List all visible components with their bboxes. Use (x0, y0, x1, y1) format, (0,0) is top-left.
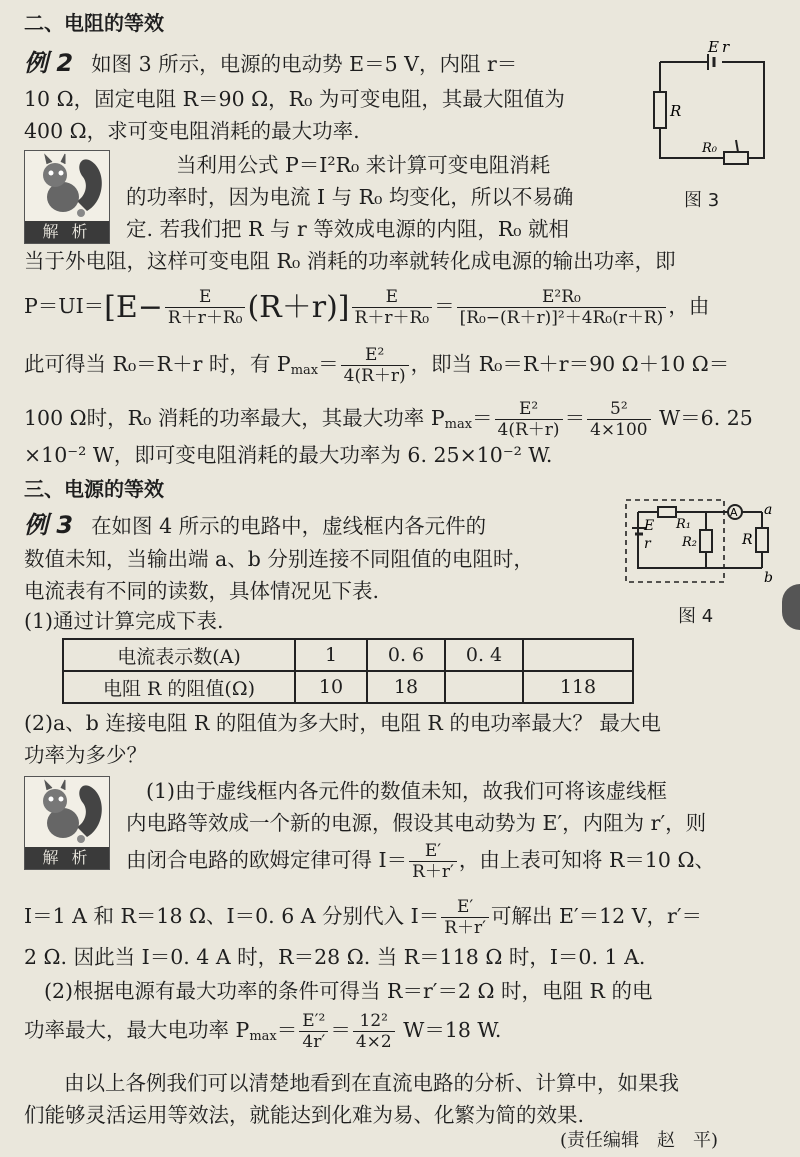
example-3-text-1: 在如图 4 所示的电路中，虚线框内各元件的 (91, 514, 487, 538)
l6-d: W＝6. 25 (659, 406, 753, 430)
fig4-label-r1: R₁ (676, 517, 691, 532)
s3-l4-fraction (441, 897, 489, 938)
example-3-question-2b: 功率为多少？ (24, 743, 147, 767)
l5-f-den: 4(R＋r) (343, 366, 406, 386)
table-cell: 118 (523, 671, 633, 703)
s3-l4-f-den: R＋r′ (444, 918, 486, 938)
solution-2-line-2: 的功率时，因为电流 I 与 R₀ 均变化，所以不易确 (126, 185, 574, 209)
table-cell: 18 (367, 671, 445, 703)
eq1-bracket-left: [E− (104, 290, 163, 325)
s3-l4-a: I＝1 A 和 R＝18 Ω、I＝0. 6 A 分别代入 I＝ (24, 904, 440, 928)
fig3-label-big-r: R (670, 102, 682, 120)
example-3-label: 例 3 (24, 511, 74, 539)
analysis-badge-2 (24, 776, 110, 870)
l6-sub: max (444, 417, 473, 432)
l6-b: ＝ (472, 406, 493, 430)
l5-b: ＝ (318, 352, 339, 376)
solution-3-line-6: (2)根据电源有最大功率的条件可得当 R＝r′＝2 Ω 时，电阻 R 的电 (44, 979, 653, 1003)
example-2-label: 例 2 (24, 49, 74, 77)
table-header-resistance: 电阻 R 的阻值(Ω) (63, 671, 295, 703)
s3-l4-f-num: E′ (441, 897, 489, 918)
table-cell (523, 639, 633, 671)
fig4-label-b: b (764, 570, 773, 586)
s3-l7-c: ＝ (330, 1018, 351, 1042)
s3-l7-b: ＝ (276, 1018, 298, 1042)
analysis-badge-1 (24, 150, 110, 244)
eq1-equals: ＝ (434, 294, 455, 318)
s3-l7-f2-num: 12² (353, 1011, 395, 1032)
l6-f1-den: 4(R＋r) (497, 420, 560, 440)
solution-3-line-7 (24, 1008, 501, 1059)
solution-3-line-4 (24, 894, 702, 938)
s3-l3-a: 由闭合电路的欧姆定律可得 I＝ (126, 848, 408, 872)
solution-2-line-1: 当利用公式 P＝I²R₀ 来计算可变电阻消耗 (176, 153, 551, 177)
s3-l7-f1-den: 4r′ (302, 1032, 326, 1052)
page-edge-tab (782, 584, 800, 630)
eq1-fraction-2 (352, 287, 433, 328)
solution-2-equation-1 (24, 284, 709, 330)
s3-l3-fraction (409, 841, 457, 882)
example-2-line-3: 400 Ω，求可变电阻消耗的最大功率. (24, 119, 360, 143)
table-header-current: 电流表示数(A) (63, 639, 295, 671)
s3-l7-a: 功率最大，最大电功率 P (24, 1018, 250, 1042)
eq1-f1-den: R＋r＋R₀ (167, 308, 243, 328)
s3-l4-b: 可解出 E′＝12 V，r′＝ (491, 904, 702, 928)
l6-c: ＝ (564, 406, 586, 430)
s3-l3-f-den: R＋r′ (412, 862, 454, 882)
squirrel-icon (25, 777, 109, 847)
example-2-line-2: 10 Ω，固定电阻 R＝90 Ω，R₀ 为可变电阻，其最大阻值为 (24, 87, 565, 111)
example-3-line-1 (24, 510, 486, 541)
l6-f2-num: 5² (587, 399, 651, 420)
l5-a: 此可得当 R₀＝R＋r 时，有 P (24, 352, 291, 376)
solution-2-line-7: ×10⁻² W，即可变电阻消耗的最大功率为 6. 25×10⁻² W. (24, 443, 553, 467)
solution-3-line-5: 2 Ω. 因此当 I＝0. 4 A 时，R＝28 Ω. 当 R＝118 Ω 时，I＝0. 1 A. (24, 945, 646, 969)
solution-2-line-5 (24, 342, 729, 393)
l5-f-num: E² (341, 345, 409, 366)
section-2-heading: 二、电阻的等效 (24, 11, 164, 35)
eq1-f3-den: [R₀−(R＋r)]²＋4R₀(r＋R) (459, 308, 664, 328)
solution-3-line-1: (1)由于虚线框内各元件的数值未知，故我们可将该虚线框 (146, 779, 668, 803)
example-3-line-2: 数值未知，当输出端 a、b 分别连接不同阻值的电阻时， (24, 547, 534, 571)
table-row (63, 671, 633, 703)
eq1-tail: ，由 (668, 294, 710, 318)
l6-a: 100 Ω时，R₀ 消耗的功率最大，其最大功率 P (24, 406, 445, 430)
eq1-mid: (R＋r)] (247, 290, 350, 325)
s3-l3-b: ，由上表可知将 R＝10 Ω、 (458, 848, 715, 872)
example-2-text-1: 如图 3 所示，电源的电动势 E＝5 V，内阻 r＝ (91, 52, 518, 76)
fig4-label-big-r: R (742, 532, 753, 548)
conclusion-line-1: 由以上各例我们可以清楚地看到在直流电路的分析、计算中，如果我 (64, 1071, 679, 1095)
table-cell: 0. 6 (367, 639, 445, 671)
example-3-question-2a: (2)a、b 连接电阻 R 的阻值为多大时，电阻 R 的电功率最大？ 最大电 (24, 711, 661, 735)
solution-2-line-3: 定. 若我们把 R 与 r 等效成电源的内阻，R₀ 就相 (126, 217, 570, 241)
editor-credit: (责任编辑 赵 平) (560, 1130, 719, 1151)
example-3-line-3: 电流表有不同的读数，具体情况见下表. (24, 579, 380, 603)
section-3-heading: 三、电源的等效 (24, 477, 164, 501)
fig4-label-r2: R₂ (682, 535, 697, 550)
fig3-label-e: E (708, 40, 719, 56)
solution-2-line-4: 当于外电阻，这样可变电阻 R₀ 消耗的功率就转化成电源的输出功率，即 (24, 249, 676, 273)
fig3-label-r0: R₀ (702, 141, 717, 156)
s3-l7-d: W＝18 W. (403, 1018, 502, 1042)
l6-f2-den: 4×100 (590, 420, 648, 440)
analysis-badge-2-label: 解 析 (25, 847, 109, 869)
eq1-f2-den: R＋r＋R₀ (354, 308, 430, 328)
table-cell: 0. 4 (445, 639, 523, 671)
table-cell: 1 (295, 639, 367, 671)
example-2-line-1 (24, 48, 517, 79)
table-cell: 10 (295, 671, 367, 703)
figure-4-caption: 图 4 (678, 606, 714, 627)
fig4-label-r: r (644, 536, 651, 552)
table-row (63, 639, 633, 671)
figure-3-circuit (652, 40, 774, 170)
eq1-lhs: P＝UI＝ (24, 294, 105, 318)
figure-4-circuit (624, 498, 774, 594)
l5-c: ，即当 R₀＝R＋r＝90 Ω＋10 Ω＝ (410, 352, 730, 376)
fig4-label-a: a (764, 502, 773, 518)
l6-fraction-2 (587, 399, 651, 440)
s3-l7-fraction-2 (353, 1011, 395, 1052)
example-3-question-1: (1)通过计算完成下表. (24, 609, 224, 633)
fig4-label-ammeter: A (730, 506, 738, 519)
solution-3-line-2: 内电路等效成一个新的电源，假设其电动势为 E′，内阻为 r′，则 (126, 811, 707, 835)
eq1-f3-num: E²R₀ (457, 287, 667, 308)
figure-3-caption: 图 3 (684, 190, 720, 211)
conclusion-line-2: 们能够灵活运用等效法，就能达到化难为易、化繁为简的效果. (24, 1103, 585, 1127)
l6-f1-num: E² (495, 399, 563, 420)
l5-sub: max (290, 363, 319, 378)
eq1-f2-num: E (352, 287, 433, 308)
s3-l7-f2-den: 4×2 (355, 1032, 392, 1052)
table-cell (445, 671, 523, 703)
eq1-fraction-3 (457, 287, 667, 328)
l6-fraction-1 (495, 399, 563, 440)
data-table (62, 638, 634, 704)
eq1-f1-num: E (165, 287, 246, 308)
s3-l7-fraction-1 (299, 1011, 328, 1052)
s3-l7-sub: max (249, 1029, 277, 1044)
fig3-label-r: r (722, 40, 730, 56)
s3-l3-f-num: E′ (409, 841, 457, 862)
fig4-label-e: E (644, 518, 655, 534)
solution-3-line-3 (126, 838, 715, 882)
analysis-badge-1-label: 解 析 (25, 221, 109, 243)
s3-l7-f1-num: E′² (299, 1011, 328, 1032)
l5-fraction (341, 345, 409, 386)
squirrel-icon (25, 151, 109, 221)
eq1-fraction-1 (165, 287, 246, 328)
